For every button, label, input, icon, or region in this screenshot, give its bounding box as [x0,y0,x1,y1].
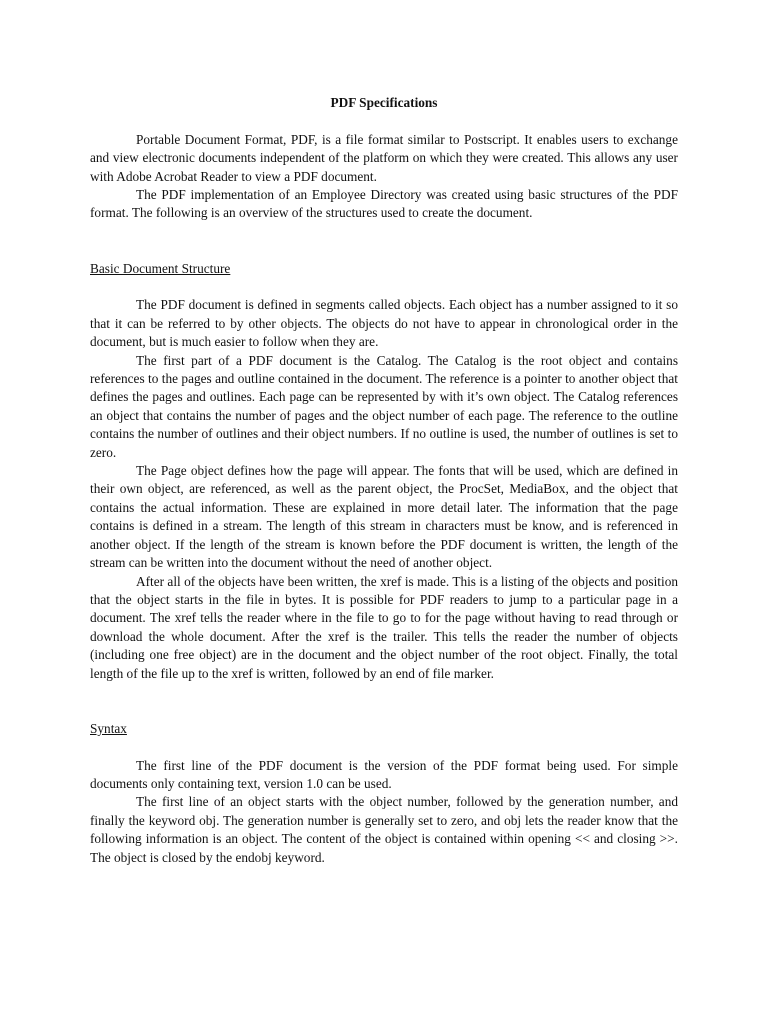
section-heading-basic-document-structure: Basic Document Structure [90,260,231,276]
intro-paragraph-2: The PDF implementation of an Employee Directory was created using basic structures of the PDF format. The following is an overview of the structures used to create the document. [90,187,678,221]
heading-spacer [90,278,678,296]
heading-spacer [90,738,678,756]
structure-paragraph-3: The Page object defines how the page will appear. The fonts that will be used, which are defined in their own object, are referenced, as well as the parent object, the ProcSet, MediaBox, and the object that contains the actual information. These are explained in more detail later. The information that the page contains is defined in a stream. The length of this stream in characters must be know, and is referenced in another object. If the length of the stream is known before the PDF document is written, the length of the stream can be written into the document without the need of another object. [90,463,678,571]
structure-paragraph-1: The PDF document is defined in segments called objects. Each object has a number assigned to it so that it can be referred to by other objects. The objects do not have to appear in chronological order in the document, but is much easier to follow when they are. [90,297,678,350]
document-page [90,94,678,867]
structure-paragraph-4: After all of the objects have been written, the xref is made. This is a listing of the objects and position that the object starts in the file in bytes. It is possible for PDF readers to jump to a particular page in a document. The xref tells the reader where in the file to go to for the page without having to read through or download the whole document. After the xref is the trailer. This tells the reader the number of objects (including one free object) are in the document and the object number of the root object. Finally, the total length of the file up to the xref is written, followed by an end of file marker. [90,573,678,681]
section-spacer [90,683,678,720]
document-title: PDF Specifications [330,95,438,110]
section-heading-syntax: Syntax [90,720,127,736]
structure-paragraph-2: The first part of a PDF document is the Catalog. The Catalog is the root object and contains references to the pages and outline contained in the document. The reference is a pointer to another object that defines the pages and outlines. Each page can be represented by with it’s own object. The Catalog references an object that contains the number of pages and the object number of each page. The reference to the outline contains the number of outlines and their object numbers. If no outline is used, the number of outlines is set to zero. [90,352,678,460]
intro-paragraph-1: Portable Document Format, PDF, is a file format similar to Postscript. It enables users to exchange and view electronic documents independent of the platform on which they were created. This allows any user with Adobe Acrobat Reader to view a PDF document. [90,131,678,184]
section-spacer [90,223,678,260]
syntax-paragraph-2: The first line of an object starts with the object number, followed by the generation number, and finally the keyword obj. The generation number is generally set to zero, and obj lets the reader know that the following information is an object. The content of the object is contained within opening << and closing >>. The object is closed by the endobj keyword. [90,794,678,865]
syntax-paragraph-1: The first line of the PDF document is the version of the PDF format being used. For simple documents only containing text, version 1.0 can be used. [90,757,678,791]
